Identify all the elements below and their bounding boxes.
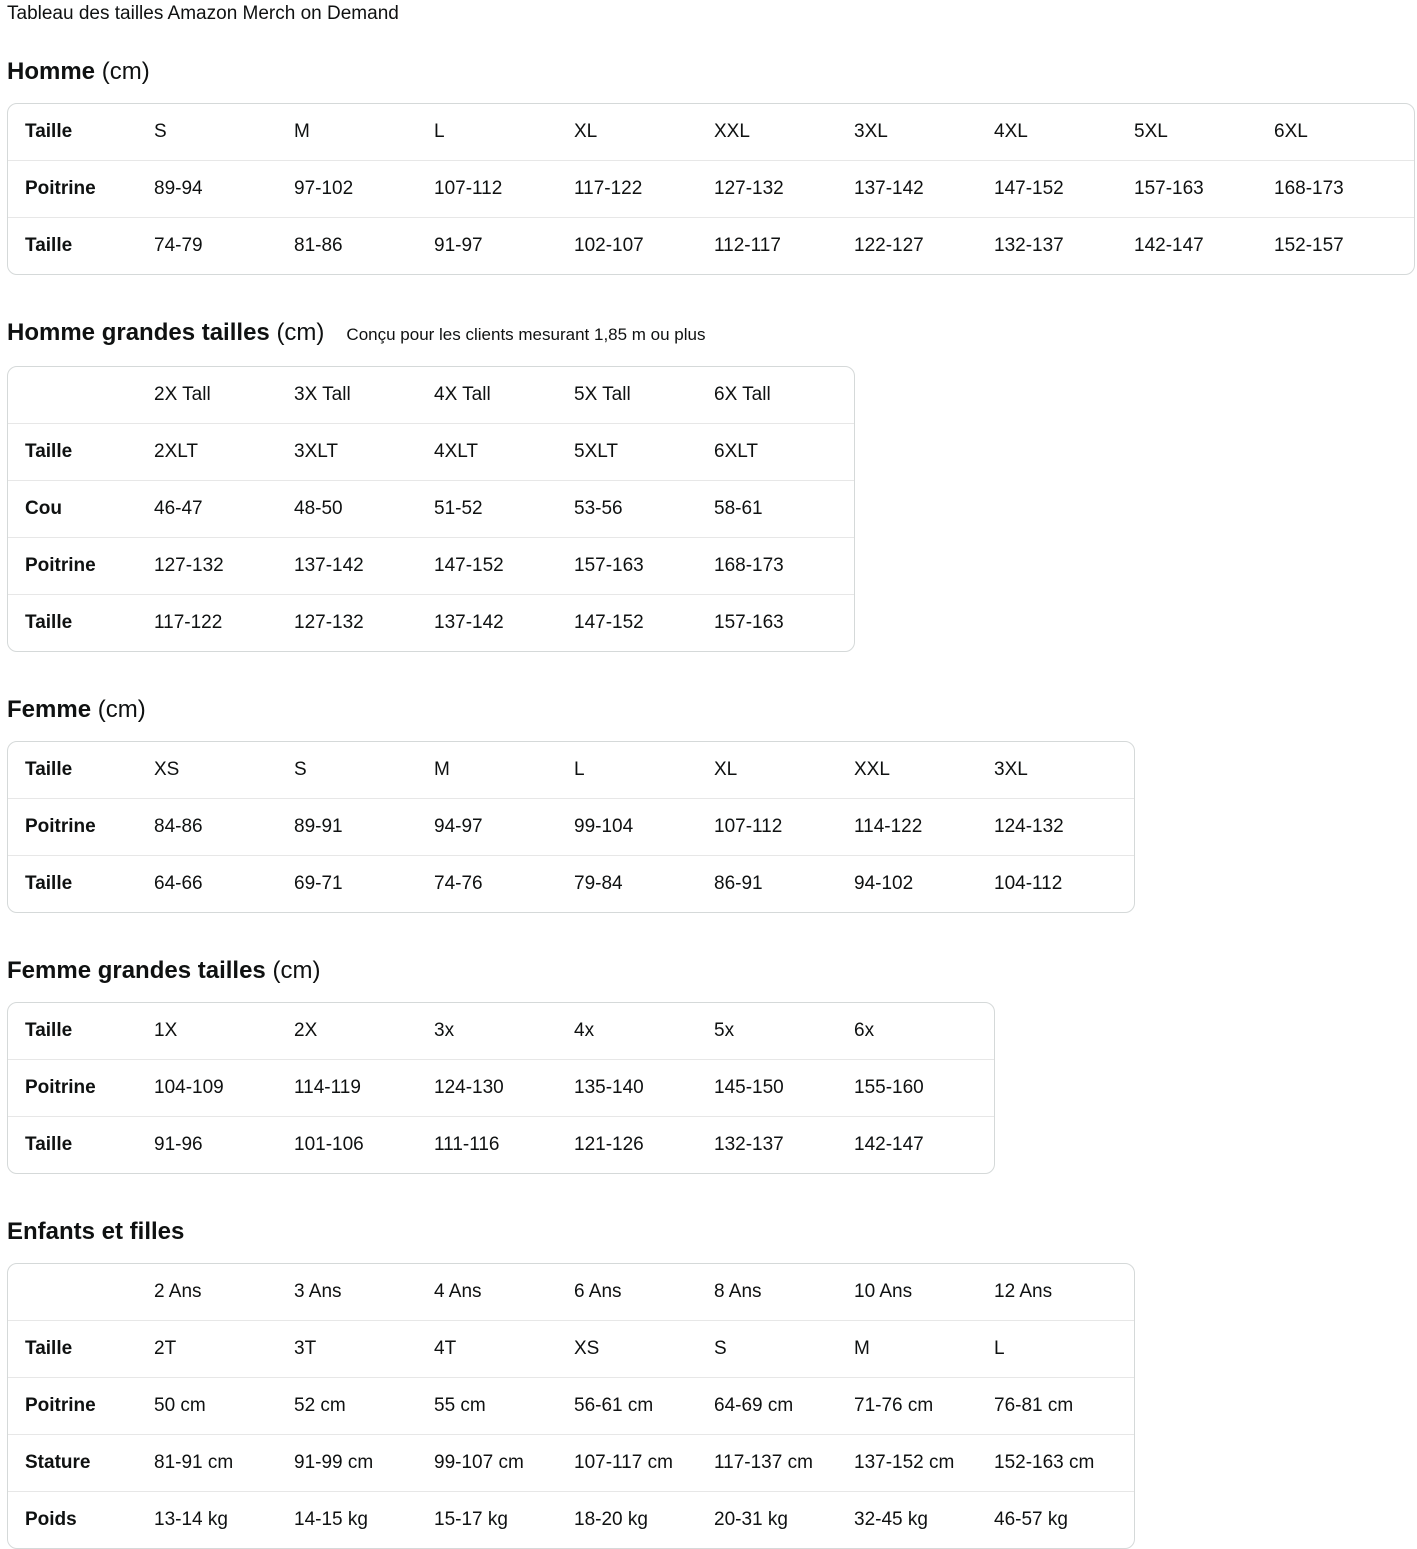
column-header: 5x bbox=[714, 1020, 735, 1041]
cell-value: 76-81 cm bbox=[994, 1378, 1134, 1435]
cell-value: 3T bbox=[294, 1321, 434, 1378]
table-row bbox=[8, 595, 854, 652]
column-header: XL bbox=[714, 759, 738, 780]
cell-value: 91-96 bbox=[154, 1117, 294, 1174]
corner-header: Taille bbox=[25, 1020, 73, 1041]
cell-value: 127-132 bbox=[294, 595, 434, 652]
column-header: 3x bbox=[434, 1020, 455, 1041]
table-row bbox=[8, 538, 854, 595]
column-header: 6XL bbox=[1274, 121, 1308, 142]
cell-value: 157-163 bbox=[714, 595, 854, 652]
header-row bbox=[8, 367, 854, 424]
column-header: XS bbox=[154, 759, 180, 780]
cell-value: 101-106 bbox=[294, 1117, 434, 1174]
row-label: Taille bbox=[8, 1117, 154, 1174]
cell-value: 4T bbox=[434, 1321, 574, 1378]
column-header: XXL bbox=[714, 121, 750, 142]
cell-value: 6XLT bbox=[714, 424, 854, 481]
cell-value: 137-142 bbox=[434, 595, 574, 652]
cell-value: 55 cm bbox=[434, 1378, 574, 1435]
table-row bbox=[8, 1378, 1134, 1435]
cell-value: 89-91 bbox=[294, 799, 434, 856]
cell-value: 53-56 bbox=[574, 481, 714, 538]
row-label: Stature bbox=[8, 1435, 154, 1492]
column-header: L bbox=[434, 121, 445, 142]
corner-header bbox=[8, 1264, 154, 1321]
column-header: 1X bbox=[154, 1020, 178, 1041]
cell-value: 137-142 bbox=[854, 161, 994, 218]
section-unit: (cm) bbox=[272, 957, 321, 984]
table-row bbox=[8, 218, 1414, 275]
page-title: Tableau des tailles Amazon Merch on Demand bbox=[7, 3, 399, 24]
corner-header bbox=[8, 367, 154, 424]
cell-value: 132-137 bbox=[714, 1117, 854, 1174]
cell-value: 117-122 bbox=[574, 161, 714, 218]
header-row bbox=[8, 1264, 1134, 1321]
cell-value: 99-104 bbox=[574, 799, 714, 856]
cell-value: 122-127 bbox=[854, 218, 994, 275]
cell-value: 114-122 bbox=[854, 799, 994, 856]
size-table-card bbox=[7, 741, 1135, 913]
cell-value: 32-45 kg bbox=[854, 1492, 994, 1549]
cell-value: 64-66 bbox=[154, 856, 294, 913]
column-header: 2X Tall bbox=[154, 384, 211, 405]
cell-value: 48-50 bbox=[294, 481, 434, 538]
size-table bbox=[8, 1264, 1134, 1548]
column-header: S bbox=[154, 121, 167, 142]
cell-value: 91-99 cm bbox=[294, 1435, 434, 1492]
table-row bbox=[8, 856, 1134, 913]
table-header bbox=[8, 742, 1134, 799]
cell-value: 5XLT bbox=[574, 424, 714, 481]
header-row bbox=[8, 1003, 994, 1060]
table-row bbox=[8, 161, 1414, 218]
cell-value: 152-163 cm bbox=[994, 1435, 1134, 1492]
section-heading bbox=[7, 57, 1411, 87]
cell-value: 135-140 bbox=[574, 1060, 714, 1117]
row-label: Poitrine bbox=[8, 538, 154, 595]
corner-header: Taille bbox=[25, 121, 73, 142]
header-row bbox=[8, 104, 1414, 161]
section-heading bbox=[7, 318, 1411, 350]
column-header: 3X Tall bbox=[294, 384, 351, 405]
cell-value: 89-94 bbox=[154, 161, 294, 218]
cell-value: 114-119 bbox=[294, 1060, 434, 1117]
table-body bbox=[8, 1060, 994, 1174]
table-body bbox=[8, 161, 1414, 275]
cell-value: 155-160 bbox=[854, 1060, 994, 1117]
size-chart-sections bbox=[7, 57, 1411, 1549]
cell-value: 52 cm bbox=[294, 1378, 434, 1435]
column-header: 4x bbox=[574, 1020, 595, 1041]
cell-value: 104-112 bbox=[994, 856, 1134, 913]
cell-value: 13-14 kg bbox=[154, 1492, 294, 1549]
cell-value: 94-102 bbox=[854, 856, 994, 913]
section-title: Femme bbox=[7, 696, 92, 723]
column-header: M bbox=[434, 759, 450, 780]
cell-value: 74-79 bbox=[154, 218, 294, 275]
size-table-card bbox=[7, 103, 1415, 275]
column-header: 8 Ans bbox=[714, 1281, 762, 1302]
cell-value: 14-15 kg bbox=[294, 1492, 434, 1549]
section-title: Femme grandes tailles bbox=[7, 957, 266, 984]
column-header: 2X bbox=[294, 1020, 318, 1041]
cell-value: 18-20 kg bbox=[574, 1492, 714, 1549]
cell-value: 142-147 bbox=[1134, 218, 1274, 275]
cell-value: 102-107 bbox=[574, 218, 714, 275]
section-title: Homme grandes tailles bbox=[7, 319, 270, 346]
cell-value: 81-86 bbox=[294, 218, 434, 275]
table-row bbox=[8, 1117, 994, 1174]
cell-value: S bbox=[714, 1321, 854, 1378]
column-header: 4X Tall bbox=[434, 384, 491, 405]
size-table bbox=[8, 104, 1414, 274]
cell-value: 97-102 bbox=[294, 161, 434, 218]
table-row bbox=[8, 1321, 1134, 1378]
table-header bbox=[8, 104, 1414, 161]
cell-value: 20-31 kg bbox=[714, 1492, 854, 1549]
cell-value: 107-112 bbox=[714, 799, 854, 856]
cell-value: 46-47 bbox=[154, 481, 294, 538]
cell-value: 145-150 bbox=[714, 1060, 854, 1117]
row-label: Taille bbox=[8, 424, 154, 481]
size-table bbox=[8, 367, 854, 651]
column-header: 3 Ans bbox=[294, 1281, 342, 1302]
header-row bbox=[8, 742, 1134, 799]
cell-value: 137-142 bbox=[294, 538, 434, 595]
column-header: 6x bbox=[854, 1020, 875, 1041]
column-header: S bbox=[294, 759, 307, 780]
cell-value: 50 cm bbox=[154, 1378, 294, 1435]
column-header: 10 Ans bbox=[854, 1281, 913, 1302]
table-header bbox=[8, 1264, 1134, 1321]
column-header: 5X Tall bbox=[574, 384, 631, 405]
table-row bbox=[8, 1435, 1134, 1492]
section-subtitle: Conçu pour les clients mesurant 1,85 m ou plus bbox=[346, 325, 706, 344]
cell-value: 104-109 bbox=[154, 1060, 294, 1117]
column-header: 3XL bbox=[994, 759, 1028, 780]
table-body bbox=[8, 799, 1134, 913]
size-table-card bbox=[7, 1002, 995, 1174]
column-header: 6X Tall bbox=[714, 384, 771, 405]
column-header: M bbox=[294, 121, 310, 142]
cell-value: 147-152 bbox=[434, 538, 574, 595]
size-table-card bbox=[7, 1263, 1135, 1549]
cell-value: 152-157 bbox=[1274, 218, 1414, 275]
row-label: Poids bbox=[8, 1492, 154, 1549]
section-unit: (cm) bbox=[101, 58, 150, 85]
size-table-card bbox=[7, 366, 855, 652]
table-header bbox=[8, 367, 854, 424]
column-header: 2 Ans bbox=[154, 1281, 202, 1302]
table-body bbox=[8, 424, 854, 652]
cell-value: 112-117 bbox=[714, 218, 854, 275]
cell-value: 137-152 cm bbox=[854, 1435, 994, 1492]
corner-header: Taille bbox=[25, 759, 73, 780]
cell-value: 51-52 bbox=[434, 481, 574, 538]
cell-value: 2T bbox=[154, 1321, 294, 1378]
cell-value: 124-132 bbox=[994, 799, 1134, 856]
cell-value: 127-132 bbox=[154, 538, 294, 595]
column-header: 4 Ans bbox=[434, 1281, 482, 1302]
section-title: Enfants et filles bbox=[7, 1218, 185, 1245]
cell-value: 2XLT bbox=[154, 424, 294, 481]
column-header: 5XL bbox=[1134, 121, 1168, 142]
table-body bbox=[8, 1321, 1134, 1549]
cell-value: 124-130 bbox=[434, 1060, 574, 1117]
size-table bbox=[8, 742, 1134, 912]
section-heading bbox=[7, 695, 1411, 725]
cell-value: 4XLT bbox=[434, 424, 574, 481]
table-header bbox=[8, 1003, 994, 1060]
section-heading bbox=[7, 956, 1411, 986]
size-section bbox=[7, 1217, 1411, 1549]
section-unit: (cm) bbox=[276, 319, 325, 346]
size-table bbox=[8, 1003, 994, 1173]
column-header: 4XL bbox=[994, 121, 1028, 142]
cell-value: 64-69 cm bbox=[714, 1378, 854, 1435]
cell-value: 111-116 bbox=[434, 1117, 574, 1174]
cell-value: 107-112 bbox=[434, 161, 574, 218]
section-unit: (cm) bbox=[97, 696, 146, 723]
cell-value: 56-61 cm bbox=[574, 1378, 714, 1435]
section-title: Homme bbox=[7, 58, 96, 85]
section-heading bbox=[7, 1217, 1411, 1247]
cell-value: 147-152 bbox=[994, 161, 1134, 218]
cell-value: 168-173 bbox=[714, 538, 854, 595]
cell-value: M bbox=[854, 1321, 994, 1378]
row-label: Poitrine bbox=[8, 799, 154, 856]
cell-value: 127-132 bbox=[714, 161, 854, 218]
column-header: 3XL bbox=[854, 121, 888, 142]
row-label: Cou bbox=[8, 481, 154, 538]
size-section bbox=[7, 695, 1411, 913]
cell-value: 147-152 bbox=[574, 595, 714, 652]
cell-value: 3XLT bbox=[294, 424, 434, 481]
column-header: 6 Ans bbox=[574, 1281, 622, 1302]
table-row bbox=[8, 1060, 994, 1117]
column-header: 12 Ans bbox=[994, 1281, 1053, 1302]
row-label: Taille bbox=[8, 856, 154, 913]
cell-value: 94-97 bbox=[434, 799, 574, 856]
cell-value: 79-84 bbox=[574, 856, 714, 913]
cell-value: 74-76 bbox=[434, 856, 574, 913]
cell-value: 99-107 cm bbox=[434, 1435, 574, 1492]
cell-value: 84-86 bbox=[154, 799, 294, 856]
row-label: Poitrine bbox=[8, 1378, 154, 1435]
cell-value: 157-163 bbox=[574, 538, 714, 595]
cell-value: 91-97 bbox=[434, 218, 574, 275]
cell-value: 117-137 cm bbox=[714, 1435, 854, 1492]
size-section bbox=[7, 956, 1411, 1174]
cell-value: 107-117 cm bbox=[574, 1435, 714, 1492]
table-row bbox=[8, 424, 854, 481]
cell-value: 142-147 bbox=[854, 1117, 994, 1174]
cell-value: 86-91 bbox=[714, 856, 854, 913]
table-row bbox=[8, 481, 854, 538]
cell-value: 15-17 kg bbox=[434, 1492, 574, 1549]
cell-value: 117-122 bbox=[154, 595, 294, 652]
cell-value: 132-137 bbox=[994, 218, 1134, 275]
cell-value: 69-71 bbox=[294, 856, 434, 913]
row-label: Taille bbox=[8, 595, 154, 652]
column-header: L bbox=[574, 759, 585, 780]
cell-value: XS bbox=[574, 1321, 714, 1378]
cell-value: L bbox=[994, 1321, 1134, 1378]
column-header: XXL bbox=[854, 759, 890, 780]
cell-value: 58-61 bbox=[714, 481, 854, 538]
row-label: Poitrine bbox=[8, 1060, 154, 1117]
size-section bbox=[7, 57, 1411, 275]
cell-value: 157-163 bbox=[1134, 161, 1274, 218]
column-header: XL bbox=[574, 121, 598, 142]
row-label: Taille bbox=[8, 1321, 154, 1378]
table-row bbox=[8, 799, 1134, 856]
cell-value: 121-126 bbox=[574, 1117, 714, 1174]
cell-value: 71-76 cm bbox=[854, 1378, 994, 1435]
cell-value: 46-57 kg bbox=[994, 1492, 1134, 1549]
row-label: Taille bbox=[8, 218, 154, 275]
cell-value: 168-173 bbox=[1274, 161, 1414, 218]
row-label: Poitrine bbox=[8, 161, 154, 218]
cell-value: 81-91 cm bbox=[154, 1435, 294, 1492]
size-section bbox=[7, 318, 1411, 652]
